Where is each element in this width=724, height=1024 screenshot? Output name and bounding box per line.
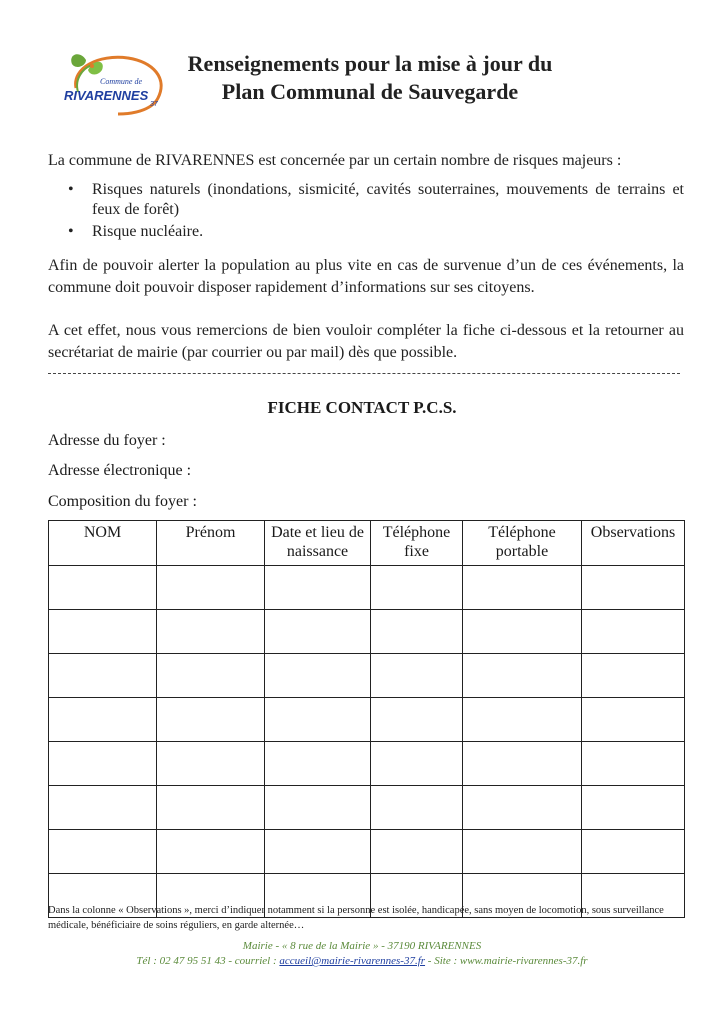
footer-site: - Site : www.mairie-rivarennes-37.fr (425, 955, 588, 967)
risk-natural: Risques naturels (inondations, sismicité, cavités souterraines, mouvements de terrains et feux de forêt) (92, 181, 684, 218)
footer-email-link[interactable]: accueil@mairie-rivarennes-37.fr (279, 955, 426, 967)
table-cell[interactable] (49, 654, 157, 698)
table-cell[interactable] (371, 786, 463, 830)
table-cell[interactable] (582, 742, 685, 786)
table-cell[interactable] (371, 698, 463, 742)
footer-tel: Tél : 02 47 95 51 43 - courriel : (136, 955, 280, 967)
table-cell[interactable] (49, 698, 157, 742)
table-cell[interactable] (371, 610, 463, 654)
table-cell[interactable] (463, 654, 582, 698)
table-cell[interactable] (582, 566, 685, 610)
bullet-icon: • (68, 223, 74, 240)
table-cell[interactable] (157, 830, 265, 874)
col-header-naissance: Date et lieu de naissance (265, 521, 371, 566)
form-title: FICHE CONTACT P.C.S. (267, 398, 457, 417)
email-field-label[interactable]: Adresse électronique : (48, 462, 192, 479)
table-cell[interactable] (371, 742, 463, 786)
table-row (49, 742, 685, 786)
title-line1: Renseignements pour la mise à jour du (187, 51, 553, 76)
table-cell[interactable] (371, 566, 463, 610)
table-cell[interactable] (582, 610, 685, 654)
risk-list (68, 180, 684, 244)
table-cell[interactable] (157, 698, 265, 742)
table-row (49, 654, 685, 698)
table-row (49, 610, 685, 654)
table-cell[interactable] (582, 786, 685, 830)
table-cell[interactable] (582, 698, 685, 742)
col-header-observations: Observations (582, 521, 685, 566)
logo-line2: RIVARENNES (64, 88, 149, 103)
table-cell[interactable] (265, 610, 371, 654)
bullet-icon: • (68, 181, 74, 198)
commune-logo (58, 48, 170, 120)
table-row (49, 786, 685, 830)
table-row (49, 698, 685, 742)
table-cell[interactable] (49, 610, 157, 654)
table-row (49, 566, 685, 610)
table-cell[interactable] (157, 654, 265, 698)
table-cell[interactable] (49, 830, 157, 874)
table-cell[interactable] (463, 830, 582, 874)
table-cell[interactable] (157, 566, 265, 610)
col-header-tel-portable: Téléphone portable (463, 521, 582, 566)
table-cell[interactable] (157, 786, 265, 830)
page-title (160, 50, 580, 106)
table-cell[interactable] (463, 566, 582, 610)
table-cell[interactable] (463, 698, 582, 742)
table-row (49, 830, 685, 874)
intro-text: La commune de RIVARENNES est concernée par un certain nombre de risques majeurs : (48, 152, 622, 169)
risk-nuclear: Risque nucléaire. (92, 223, 204, 240)
col-header-prenom: Prénom (157, 521, 265, 566)
table-cell[interactable] (265, 698, 371, 742)
table-cell[interactable] (49, 742, 157, 786)
table-cell[interactable] (463, 742, 582, 786)
table-cell[interactable] (582, 830, 685, 874)
household-table (48, 520, 685, 918)
table-cell[interactable] (463, 786, 582, 830)
logo-line1: Commune de (100, 77, 142, 86)
table-cell[interactable] (582, 654, 685, 698)
table-cell[interactable] (371, 830, 463, 874)
logo-line3: 37 (150, 101, 158, 108)
table-cell[interactable] (157, 742, 265, 786)
table-header-row (49, 521, 685, 566)
table-cell[interactable] (371, 654, 463, 698)
table-body (49, 566, 685, 918)
table-cell[interactable] (265, 830, 371, 874)
household-label: Composition du foyer : (48, 493, 197, 510)
table-cell[interactable] (49, 786, 157, 830)
list-item (68, 222, 684, 242)
table-cell[interactable] (265, 742, 371, 786)
table-cell[interactable] (265, 566, 371, 610)
list-item (68, 180, 684, 220)
table-cell[interactable] (463, 610, 582, 654)
footer-address: Mairie - « 8 rue de la Mairie » - 37190 RIVARENNES (242, 940, 482, 952)
request-paragraph: A cet effet, nous vous remercions de bien vouloir compléter la fiche ci-dessous et la retourner au secrétariat de mairie (par courrier ou par mail) dès que possible. (48, 322, 684, 361)
table-cell[interactable] (157, 610, 265, 654)
table-cell[interactable] (265, 654, 371, 698)
alert-paragraph: Afin de pouvoir alerter la population au plus vite en cas de survenue d’un de ces événements, la commune doit pouvoir disposer rapidement d’informations sur ses citoyens. (48, 257, 684, 296)
col-header-tel-fixe: Téléphone fixe (371, 521, 463, 566)
footer-contact (0, 955, 724, 967)
observations-footnote: Dans la colonne « Observations », merci d’indiquer notamment si la personne est isolée, handicapée, sans moyen de locomotion, sous surveillance médicale, bénéficiaire de soins réguliers, en garde alternée… (48, 905, 664, 931)
table-cell[interactable] (49, 566, 157, 610)
title-line2: Plan Communal de Sauvegarde (221, 79, 519, 104)
address-field-label[interactable]: Adresse du foyer : (48, 432, 166, 449)
cut-line-divider (48, 373, 680, 374)
col-header-nom: NOM (49, 521, 157, 566)
rivarennes-logo-graphic (58, 48, 170, 120)
table-cell[interactable] (265, 786, 371, 830)
